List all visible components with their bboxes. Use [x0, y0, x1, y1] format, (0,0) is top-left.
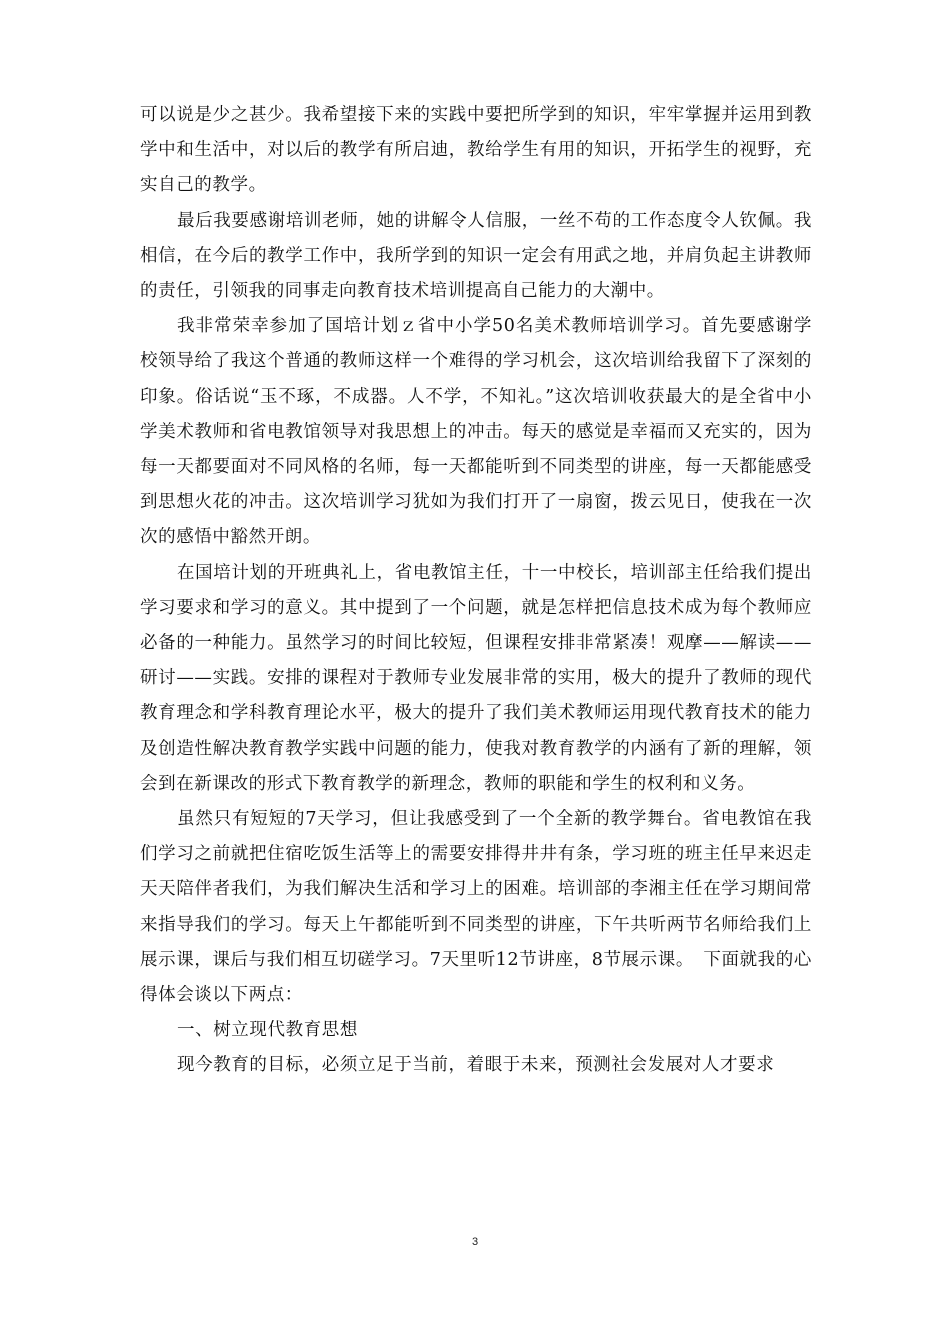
- paragraph-seven-days: 虽然只有短短的7天学习，但让我感受到了一个全新的教学舞台。省电教馆在我们学习之前就把住宿吃饭生活等上的需要安排得井井有条，学习班的班主任早来迟走天天陪伴者我们，为我们解决生活和学习上的困难。培训部的李湘主任在学习期间常来指导我们的学习。每天上午都能听到不同类型的讲座，下午共听两节名师给我们上展示课，课后与我们相互切磋学习。7天里听12节讲座，8节展示课。 下面就我的心得体会谈以下两点：: [140, 809, 812, 1006]
- section-heading: 一、树立现代教育思想: [177, 1020, 358, 1041]
- paragraph-thanks: 最后我要感谢培训老师，她的讲解令人信服，一丝不苟的工作态度令人钦佩。我相信，在今后的教学工作中，我所学到的知识一定会有用武之地，并肩负起主讲教师的责任，引领我的同事走向教育技术培训提高自己能力的大潮中。: [140, 210, 812, 302]
- paragraph-continuation: 可以说是少之甚少。我希望接下来的实践中要把所学到的知识，牢牢掌握并运用到教学中和生活中，对以后的教学有所启迪，教给学生有用的知识，开拓学生的视野，充实自己的教学。: [140, 105, 812, 196]
- document-body: [140, 98, 812, 1084]
- paragraph-training-intro: 我非常荣幸参加了国培计划ｚ省中小学50名美术教师培训学习。首先要感谢学校领导给了我这个普通的教师这样一个难得的学习机会，这次培训给我留下了深刻的印象。俗话说“玉不琢，不成器。人不学，不知礼。”这次培训收获最大的是全省中小学美术教师和省电教馆领导对我思想上的冲击。每天的感觉是幸福而又充实的，因为每一天都要面对不同风格的名师，每一天都能听到不同类型的讲座，每一天都能感受到思想火花的冲击。这次培训学习犹如为我们打开了一扇窗，拨云见日，使我在一次次的感悟中豁然开朗。: [140, 316, 812, 548]
- paragraph-education-goal: 现今教育的目标，必须立足于当前，着眼于未来，预测社会发展对人才要求: [177, 1055, 775, 1076]
- paragraph-opening-ceremony: 在国培计划的开班典礼上，省电教馆主任，十一中校长，培训部主任给我们提出学习要求和学习的意义。其中提到了一个问题，就是怎样把信息技术成为每个教师应必备的一种能力。虽然学习的时间比较短，但课程安排非常紧凑！观摩——解读——研讨——实践。安排的课程对于教师专业发展非常的实用，极大的提升了教师的现代教育理念和学科教育理论水平，极大的提升了我们美术教师运用现代教育技术的能力及创造性解决教育教学实践中问题的能力，使我对教育教学的内涵有了新的理解，领会到在新课改的形式下教育教学的新理念，教师的职能和学生的权利和义务。: [140, 562, 812, 794]
- page-number: 3: [471, 1236, 479, 1248]
